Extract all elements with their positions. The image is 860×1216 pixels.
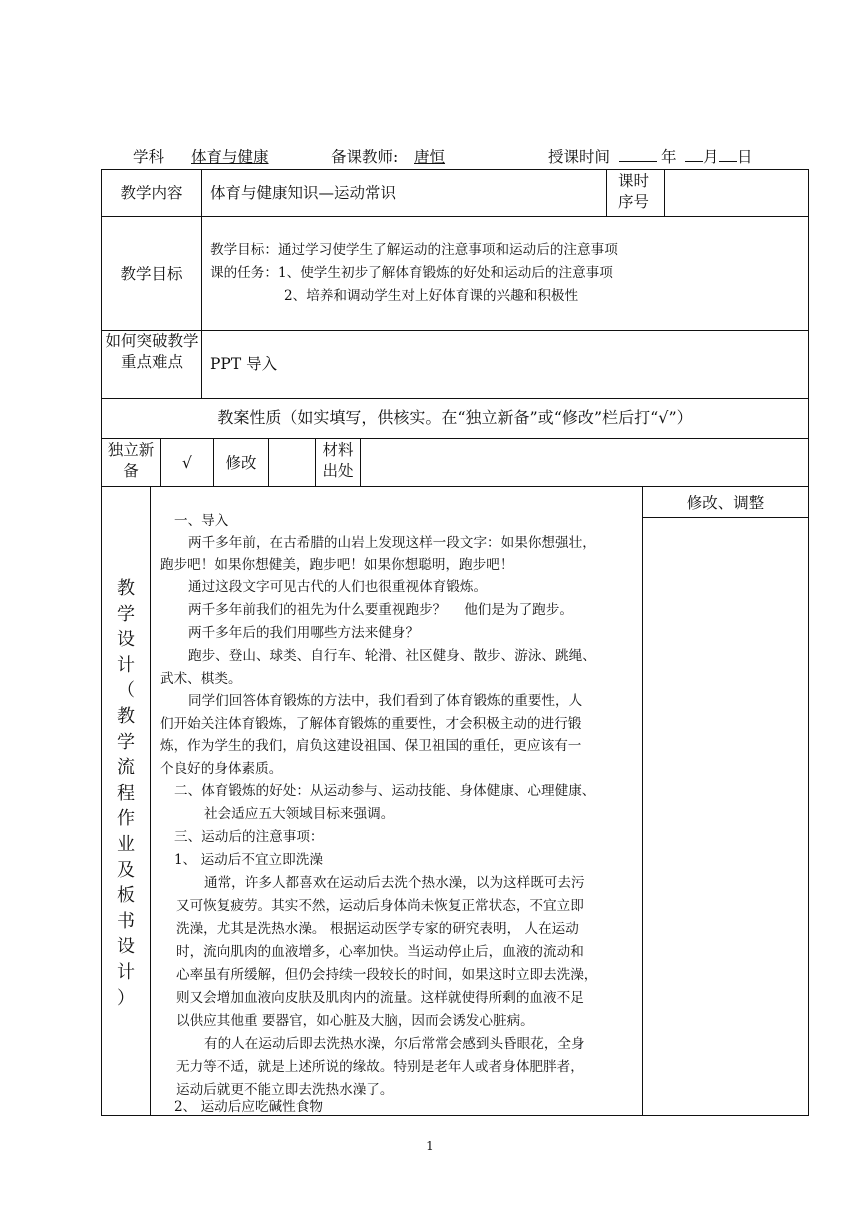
body-line: 同学们回答体育锻炼的方法中，我们看到了体育锻炼的重要性，人 [188,693,583,709]
body-line: 则又会增加血液向皮肤及肌肉内的流量。这样就使得所剩的血液不足 [176,990,584,1006]
key-value: PPT 导入 [210,355,278,373]
modify-label: 修改 [225,454,257,472]
independent-mark: √ [182,454,192,472]
body-line: 炼，作为学生的我们，肩负这建设祖国、保卫祖国的重任，更应该有一 [160,738,582,754]
design-label-char: 教 [117,705,135,727]
body-line: 1、 运动后不宜立即洗澡 [174,852,323,868]
material-label: 材料出处 [322,441,354,480]
body-line: 洗澡，尤其是洗热水澡。 根据运动医学专家的研究表明， 人在运动 [176,921,579,937]
body-line: 个良好的身体素质。 [160,761,283,777]
body-line: 有的人在运动后即去洗热水澡，尔后常常会感到头昏眼花，全身 [204,1036,585,1052]
design-label-char: 学 [117,603,135,625]
design-label-char: （ [117,680,135,702]
design-label-char: 作 [117,808,135,830]
month-blank [685,146,703,162]
nature-note: 教案性质（如实填写，供核实。在“独立新备”或“修改”栏后打“√”） [217,408,693,427]
nature-divider [360,438,361,486]
row-divider [101,486,809,487]
body-line: 通常，许多人都喜欢在运动后去洗个热水澡，以为这样既可去污 [204,875,585,891]
teacher-value: 唐恒 [414,148,446,166]
goal-line: 2、培养和调动学生对上好体育课的兴趣和积极性 [284,288,579,304]
body-line: 2、 运动后应吃碱性食物 [174,1099,323,1115]
body-line: 以供应其他重 要器官，如心脏及大脑，因而会诱发心脏病。 [176,1013,534,1029]
year-label: 年 [661,148,677,166]
body-line: 两千多年后的我们用哪些方法来健身？ [188,625,420,641]
design-label-char: 及 [117,859,135,881]
period-column-divider [664,169,665,216]
row-divider [101,216,809,217]
independent-label: 独立新备 [107,441,155,480]
goal-label: 教学目标 [120,265,183,283]
time-label: 授课时间 [548,148,611,166]
body-line: 又可恢复疲劳。其实不然，运动后身体尚未恢复正常状态，不宜立即 [176,898,584,914]
adjust-column-divider [642,486,643,1116]
body-line: 跑步吧！如果你想健美，跑步吧！如果你想聪明，跑步吧！ [160,557,514,573]
year-blank [619,146,657,162]
subject-value: 体育与健康 [191,148,269,166]
subject-label: 学科 [133,148,165,166]
design-label-char: 教 [117,578,135,599]
body-line: 两千多年前，在古希腊的山岩上发现这样一段文字：如果你想强壮， [188,535,596,551]
body-line: 二、体育锻炼的好处：从运动参与、运动技能、身体健康、心理健康、 [174,783,596,799]
page-number: 1 [426,1139,434,1153]
lesson-header [133,146,773,168]
body-line: 运动后就更不能立即去洗热水澡了。 [176,1082,394,1098]
row-divider [101,330,809,331]
period-column-divider [606,169,607,216]
body-line: 通过这段文字可见古代的人们也很重视体育锻炼。 [188,579,488,595]
design-label-divider [150,486,151,1116]
body-line: 社会适应五大领域目标来强调。 [204,806,395,822]
table-border-right [808,169,809,1116]
goal-line: 教学目标：通过学习使学生了解运动的注意事项和运动后的注意事项 [210,242,618,258]
design-label-char: 计 [117,961,135,983]
goal-line: 课的任务：1、使学生初步了解体育锻炼的好处和运动后的注意事项 [210,265,613,281]
design-label-char: 程 [117,782,135,804]
design-label-char: 业 [117,833,135,855]
body-line: 三、运动后的注意事项： [174,829,324,845]
row-divider [101,438,809,439]
design-label-char: 板 [117,885,135,907]
design-label [102,576,150,1011]
day-blank [719,146,737,162]
nature-divider [268,438,269,486]
content-value: 体育与健康知识—运动常识 [210,184,397,202]
body-line: 时，流向肌肉的血液增多，心率加快。当运动停止后，血液的流动和 [176,944,584,960]
body-line: 两千多年前我们的祖先为什么要重视跑步？ 他们是为了跑步。 [188,602,573,618]
body-line: 一、导入 [174,513,229,529]
design-label-char: 计 [117,654,135,676]
adjust-label: 修改、调整 [686,494,765,512]
design-label-char: 流 [117,757,135,779]
body-line: 们开始关注体育锻炼，了解体育锻炼的重要性，才会积极主动的进行锻 [160,716,582,732]
design-label-char: ） [117,987,135,1009]
design-label-char: 设 [117,936,135,958]
adjust-header-divider [642,517,809,518]
design-label-char: 书 [117,910,135,932]
design-label-char: 学 [117,731,135,753]
body-line: 武术、棋类。 [160,671,242,687]
day-label: 日 [737,148,753,166]
table-border-top [101,169,809,170]
month-label: 月 [703,148,719,166]
row-divider [101,398,809,399]
label-column-divider [201,169,202,398]
body-line: 无力等不适，就是上述所说的缘故。特别是老年人或者身体肥胖者， [176,1059,584,1075]
key-label: 如何突破教学重点难点 [105,332,199,371]
body-line: 心率虽有所缓解，但仍会持续一段较长的时间，如果这时立即去洗澡， [176,967,598,983]
content-label: 教学内容 [120,184,183,202]
design-label-char: 设 [117,629,135,651]
teacher-label: 备课教师: [331,148,399,166]
body-line: 跑步、登山、球类、自行车、轮滑、社区健身、散步、游泳、跳绳、 [188,648,596,664]
period-label: 课时序号 [618,172,650,211]
